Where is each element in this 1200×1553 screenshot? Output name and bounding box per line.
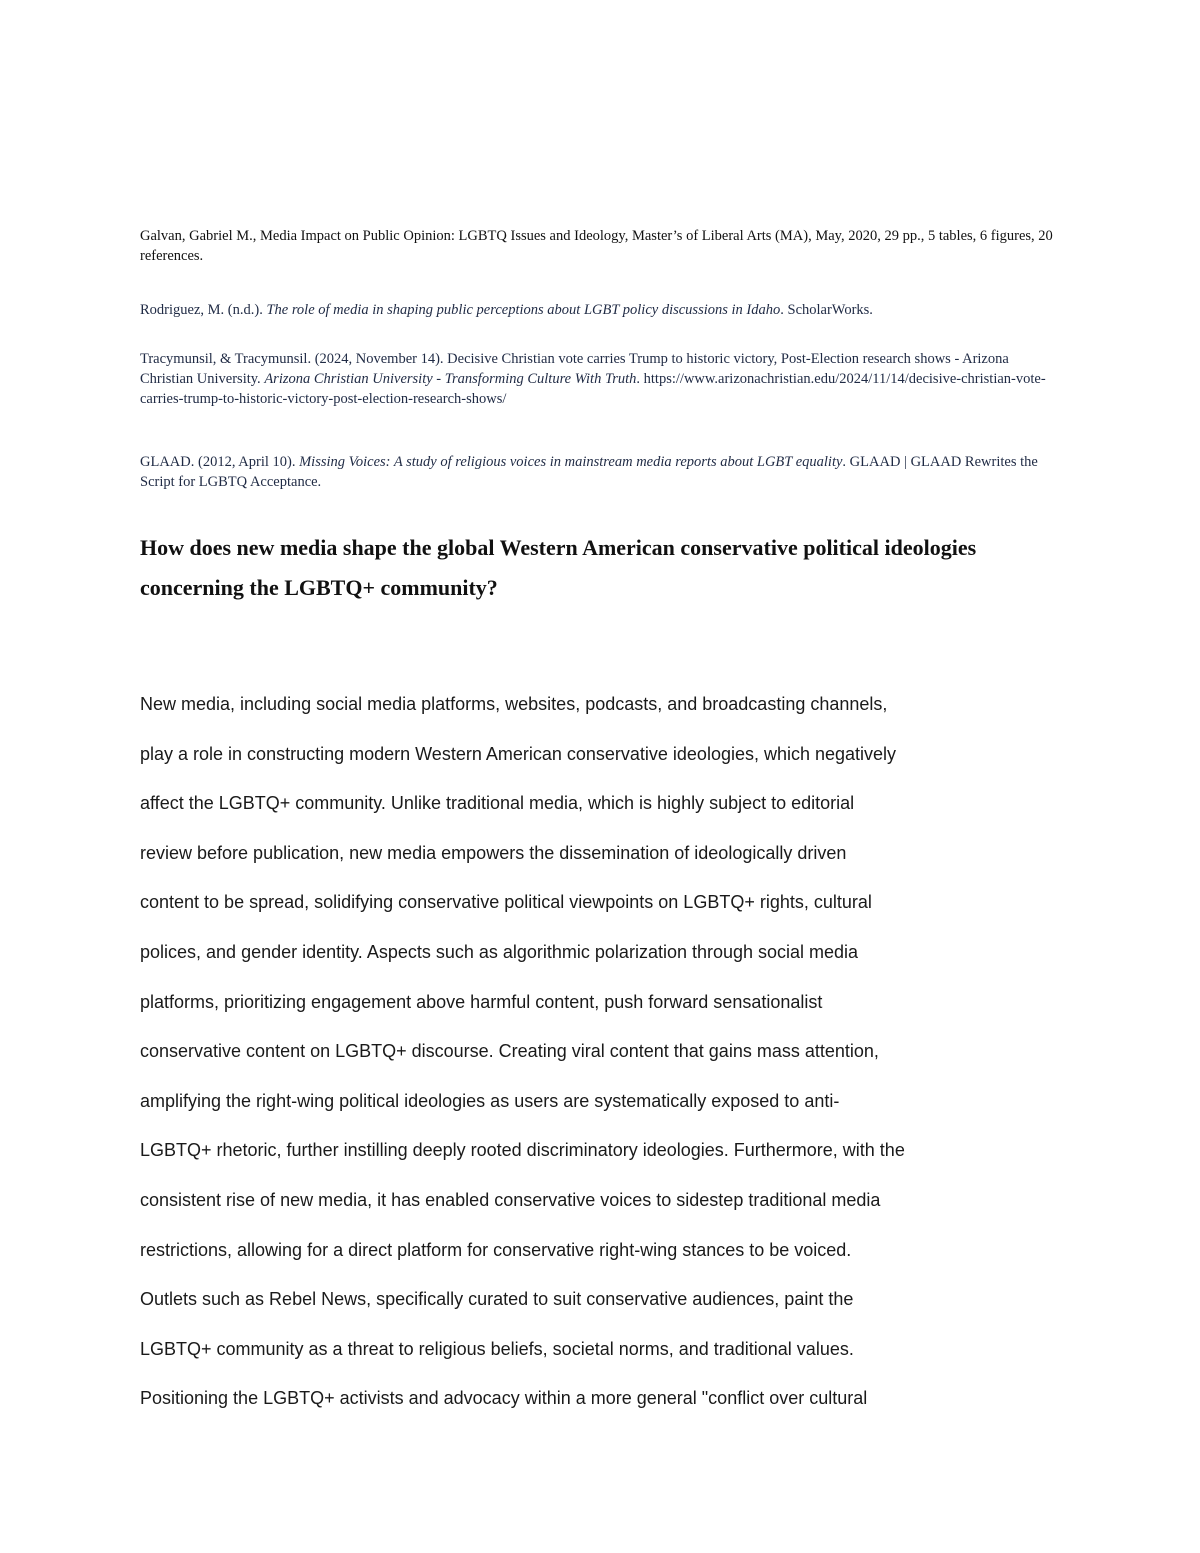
reference-rodriguez (140, 300, 1065, 320)
body-line: consistent rise of new media, it has enabled conservative voices to sidestep traditional media (140, 1189, 881, 1210)
reference-text: Tracymunsil, & Tracymunsil. (2024, November 14). Decisive Christian vote carries Trump to historic victory, Post-Election research shows - Arizona Christian University. (140, 351, 1009, 387)
body-line: amplifying the right-wing political ideologies as users are systematically exposed to anti- (140, 1090, 840, 1111)
reference-link[interactable]: . https://www.arizonachristian.edu/2024/11/14/decisive-christian-vote-carries-trump-to-historic-victory-post-election-research-shows/ (140, 371, 1046, 407)
body-line: review before publication, new media empowers the dissemination of ideologically driven (140, 842, 847, 863)
reference-title: The role of media in shaping public perceptions about LGBT policy discussions in Idaho (266, 302, 781, 318)
research-question-heading: How does new media shape the global Western American conservative political ideologies concerning the LGBTQ+ community? (140, 535, 977, 600)
body-line: Outlets such as Rebel News, specifically curated to suit conservative audiences, paint the (140, 1289, 854, 1310)
reference-text: . ScholarWorks. (780, 302, 873, 318)
reference-glaad (140, 452, 1065, 492)
reference-text: GLAAD. (2012, April 10). (140, 454, 300, 470)
body-line: content to be spread, solidifying conservative political viewpoints on LGBTQ+ rights, cultural (140, 892, 872, 913)
body-line: affect the LGBTQ+ community. Unlike traditional media, which is highly subject to editorial (140, 793, 855, 814)
body-line: restrictions, allowing for a direct platform for conservative right-wing stances to be voiced. (140, 1239, 852, 1260)
body-line: LGBTQ+ community as a threat to religious beliefs, societal norms, and traditional values. (140, 1338, 854, 1359)
reference-galvan (140, 226, 1065, 266)
reference-text: Galvan, Gabriel M., Media Impact on Public Opinion: LGBTQ Issues and Ideology, Master’s of Liberal Arts (MA), May, 2020, 29 pp., 5 tables, 6 figures, 20 references. (140, 228, 1053, 264)
reference-text: Rodriguez, M. (n.d.). (140, 302, 267, 318)
body-line: polices, and gender identity. Aspects such as algorithmic polarization through social media (140, 941, 859, 962)
body-line: platforms, prioritizing engagement above harmful content, push forward sensationalist (140, 991, 823, 1012)
body-line: LGBTQ+ rhetoric, further instilling deeply rooted discriminatory ideologies. Furthermore, with the (140, 1140, 905, 1161)
reference-text: . GLAAD | GLAAD Rewrites the Script for LGBTQ Acceptance. (140, 454, 1038, 490)
reference-tracymunsil (140, 349, 1065, 409)
body-line: New media, including social media platforms, websites, podcasts, and broadcasting channels, (140, 694, 888, 714)
reference-title: Missing Voices: A study of religious voices in mainstream media reports about LGBT equality (299, 454, 843, 470)
body-line: play a role in constructing modern Western American conservative ideologies, which negatively (140, 743, 897, 764)
body-paragraph (140, 680, 1070, 1424)
reference-title: Arizona Christian University - Transforming Culture With Truth (264, 371, 637, 387)
body-line: conservative content on LGBTQ+ discourse. Creating viral content that gains mass attention, (140, 1041, 879, 1062)
body-line: Positioning the LGBTQ+ activists and advocacy within a more general "conflict over cultural (140, 1388, 868, 1409)
